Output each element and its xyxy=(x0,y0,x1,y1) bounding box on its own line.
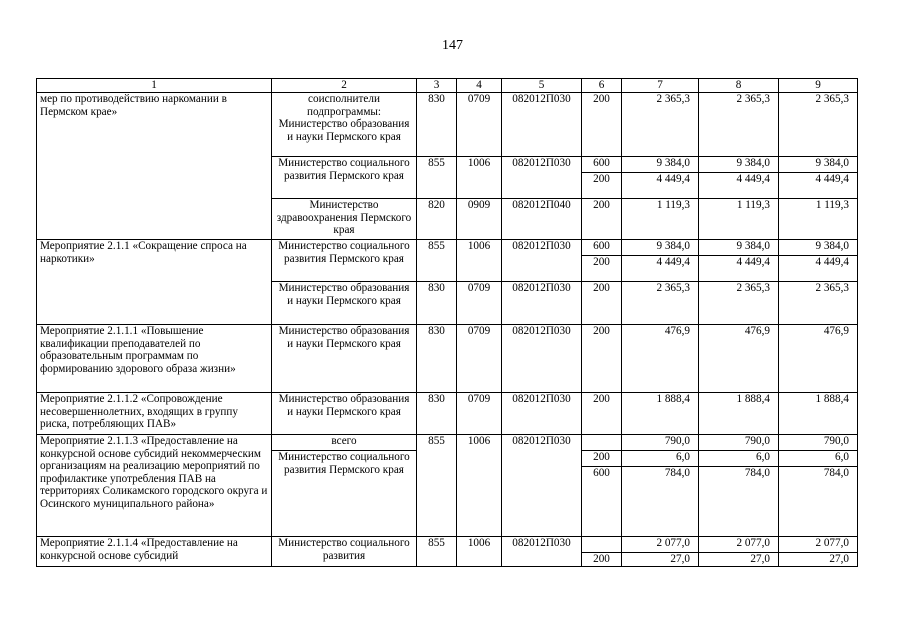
column-header: 8 xyxy=(699,79,779,93)
code-cell: 830 xyxy=(417,325,457,393)
table-row xyxy=(37,537,858,553)
code-cell xyxy=(582,435,622,451)
code-cell: 1006 xyxy=(457,435,502,537)
amount-cell: 790,0 xyxy=(779,435,858,451)
executor-cell: Министерство социального развития xyxy=(272,537,417,567)
code-cell: 600 xyxy=(582,157,622,173)
activity-cell: мер по противодействию наркомании в Пермском крае» xyxy=(37,93,272,240)
amount-cell: 476,9 xyxy=(699,325,779,393)
column-header: 2 xyxy=(272,79,417,93)
amount-cell: 1 119,3 xyxy=(699,199,779,240)
executor-cell: соисполнители подпрограммы: Министерство образования и науки Пермского края xyxy=(272,93,417,157)
code-cell: 830 xyxy=(417,93,457,157)
code-cell: 1006 xyxy=(457,537,502,567)
amount-cell: 9 384,0 xyxy=(779,240,858,256)
code-cell: 855 xyxy=(417,537,457,567)
amount-cell: 1 888,4 xyxy=(699,393,779,435)
code-cell: 200 xyxy=(582,393,622,435)
column-header: 4 xyxy=(457,79,502,93)
amount-cell: 1 888,4 xyxy=(622,393,699,435)
code-cell: 855 xyxy=(417,435,457,537)
code-cell: 1006 xyxy=(457,157,502,199)
activity-cell: Мероприятие 2.1.1.4 «Предоставление на конкурсной основе субсидий xyxy=(37,537,272,567)
code-cell: 082012П030 xyxy=(502,282,582,325)
code-cell: 830 xyxy=(417,393,457,435)
amount-cell: 2 365,3 xyxy=(622,93,699,157)
column-header: 7 xyxy=(622,79,699,93)
code-cell: 1006 xyxy=(457,240,502,282)
code-cell: 820 xyxy=(417,199,457,240)
header-row xyxy=(37,79,858,93)
code-cell: 082012П030 xyxy=(502,393,582,435)
executor-cell: Министерство здравоохранения Пермского края xyxy=(272,199,417,240)
amount-cell: 9 384,0 xyxy=(622,240,699,256)
code-cell: 200 xyxy=(582,173,622,199)
code-cell: 0709 xyxy=(457,325,502,393)
amount-cell: 2 077,0 xyxy=(699,537,779,553)
amount-cell: 2 077,0 xyxy=(622,537,699,553)
amount-cell: 1 119,3 xyxy=(622,199,699,240)
executor-cell: Министерство образования и науки Пермского края xyxy=(272,393,417,435)
executor-cell: Министерство образования и науки Пермского края xyxy=(272,282,417,325)
amount-cell: 2 365,3 xyxy=(699,282,779,325)
amount-cell: 476,9 xyxy=(779,325,858,393)
amount-cell: 4 449,4 xyxy=(779,173,858,199)
executor-cell: Министерство социального развития Пермского края xyxy=(272,451,417,537)
amount-cell: 9 384,0 xyxy=(699,240,779,256)
activity-cell: Мероприятие 2.1.1.3 «Предоставление на конкурсной основе субсидий некоммерческим организациям на реализацию мероприятий по профилактике употребления ПАВ на территориях Соликамского городского округа и Осинского муниципального района» xyxy=(37,435,272,537)
table-row xyxy=(37,435,858,451)
executor-cell: Министерство социального развития Пермского края xyxy=(272,240,417,282)
code-cell: 200 xyxy=(582,325,622,393)
column-header: 3 xyxy=(417,79,457,93)
code-cell: 600 xyxy=(582,467,622,537)
code-cell: 082012П030 xyxy=(502,240,582,282)
code-cell: 200 xyxy=(582,93,622,157)
amount-cell: 6,0 xyxy=(699,451,779,467)
amount-cell: 9 384,0 xyxy=(622,157,699,173)
amount-cell: 790,0 xyxy=(699,435,779,451)
column-header: 5 xyxy=(502,79,582,93)
activity-cell: Мероприятие 2.1.1.2 «Сопровождение несовершеннолетних, входящих в группу риска, потребляющих ПАВ» xyxy=(37,393,272,435)
code-cell: 082012П040 xyxy=(502,199,582,240)
amount-cell: 1 119,3 xyxy=(779,199,858,240)
table-row xyxy=(37,93,858,157)
page-number: 147 xyxy=(442,38,463,53)
code-cell: 855 xyxy=(417,157,457,199)
amount-cell: 2 365,3 xyxy=(779,282,858,325)
code-cell: 200 xyxy=(582,199,622,240)
amount-cell: 4 449,4 xyxy=(622,256,699,282)
amount-cell: 6,0 xyxy=(622,451,699,467)
code-cell xyxy=(582,537,622,553)
table-row xyxy=(37,240,858,256)
amount-cell: 27,0 xyxy=(699,553,779,567)
amount-cell: 4 449,4 xyxy=(699,173,779,199)
amount-cell: 2 365,3 xyxy=(699,93,779,157)
code-cell: 200 xyxy=(582,451,622,467)
code-cell: 082012П030 xyxy=(502,537,582,567)
code-cell: 0709 xyxy=(457,282,502,325)
code-cell: 0709 xyxy=(457,93,502,157)
amount-cell: 784,0 xyxy=(622,467,699,537)
amount-cell: 784,0 xyxy=(699,467,779,537)
amount-cell: 790,0 xyxy=(622,435,699,451)
amount-cell: 9 384,0 xyxy=(699,157,779,173)
activity-cell: Мероприятие 2.1.1.1 «Повышение квалификации преподавателей по образовательным программам по формированию здорового образа жизни» xyxy=(37,325,272,393)
code-cell: 082012П030 xyxy=(502,325,582,393)
code-cell: 200 xyxy=(582,282,622,325)
code-cell: 082012П030 xyxy=(502,157,582,199)
amount-cell: 6,0 xyxy=(779,451,858,467)
amount-cell: 27,0 xyxy=(622,553,699,567)
amount-cell: 2 365,3 xyxy=(779,93,858,157)
amount-cell: 4 449,4 xyxy=(622,173,699,199)
code-cell: 082012П030 xyxy=(502,435,582,537)
code-cell: 082012П030 xyxy=(502,93,582,157)
code-cell: 600 xyxy=(582,240,622,256)
table-row xyxy=(37,325,858,393)
column-header: 6 xyxy=(582,79,622,93)
code-cell: 200 xyxy=(582,553,622,567)
executor-cell: Министерство социального развития Пермского края xyxy=(272,157,417,199)
executor-cell: Министерство образования и науки Пермского края xyxy=(272,325,417,393)
executor-cell: всего xyxy=(272,435,417,451)
table-row xyxy=(37,393,858,435)
amount-cell: 1 888,4 xyxy=(779,393,858,435)
amount-cell: 27,0 xyxy=(779,553,858,567)
code-cell: 830 xyxy=(417,282,457,325)
amount-cell: 2 077,0 xyxy=(779,537,858,553)
amount-cell: 476,9 xyxy=(622,325,699,393)
code-cell: 855 xyxy=(417,240,457,282)
amount-cell: 9 384,0 xyxy=(779,157,858,173)
code-cell: 0709 xyxy=(457,393,502,435)
column-header: 1 xyxy=(37,79,272,93)
amount-cell: 4 449,4 xyxy=(779,256,858,282)
budget-table xyxy=(36,78,858,567)
activity-cell: Мероприятие 2.1.1 «Сокращение спроса на наркотики» xyxy=(37,240,272,325)
column-header: 9 xyxy=(779,79,858,93)
amount-cell: 4 449,4 xyxy=(699,256,779,282)
amount-cell: 2 365,3 xyxy=(622,282,699,325)
code-cell: 200 xyxy=(582,256,622,282)
amount-cell: 784,0 xyxy=(779,467,858,537)
code-cell: 0909 xyxy=(457,199,502,240)
